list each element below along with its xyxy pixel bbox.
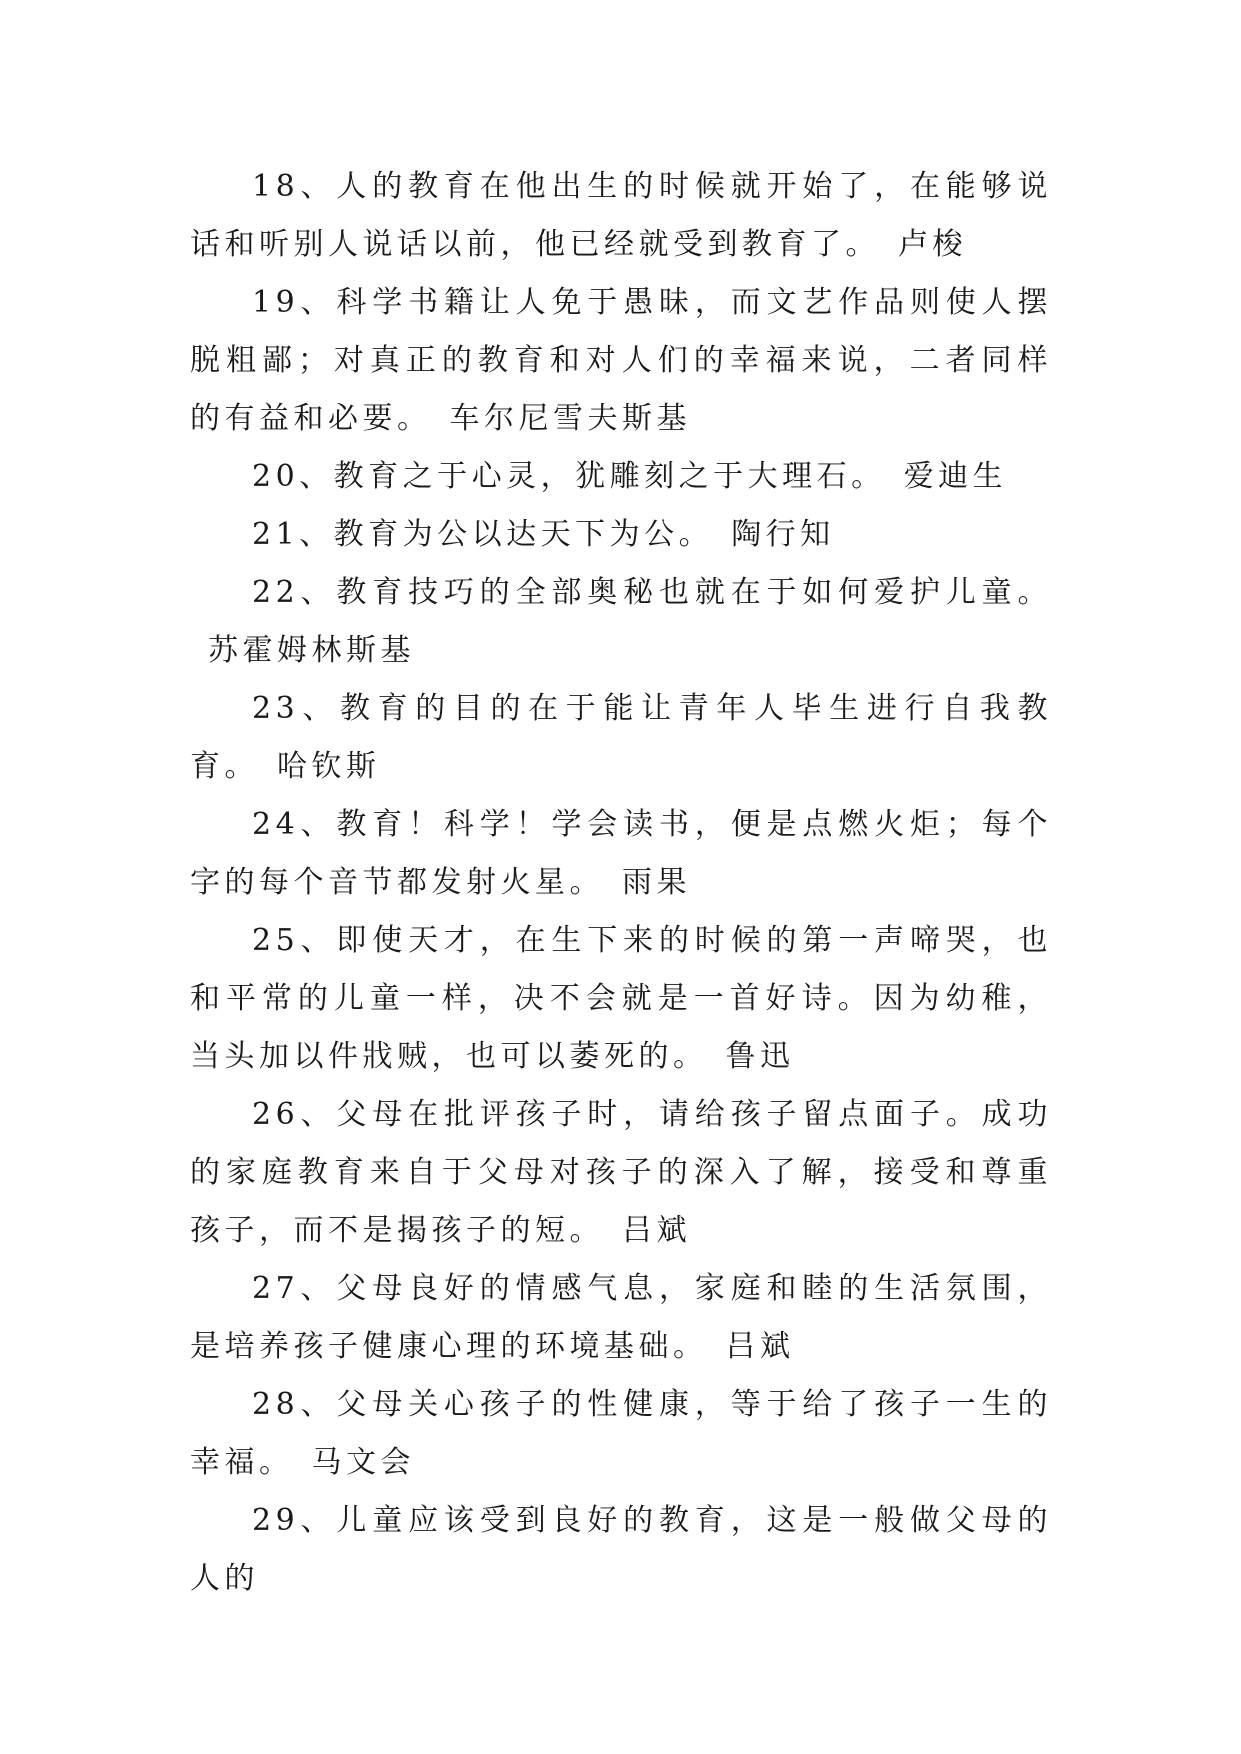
- quote-author: 吕斌: [622, 1213, 691, 1248]
- quote-paragraph-24: [190, 796, 1052, 912]
- quote-text: 18、人的教育在他出生的时候就开始了，在能够说话和听别人说话以前，他已经就受到教育了。: [190, 169, 1052, 262]
- quote-paragraph-22: [190, 564, 1052, 680]
- quote-author: 马文会: [311, 1445, 415, 1480]
- quote-author: 爱迪生: [903, 459, 1008, 494]
- quote-author: 雨果: [622, 865, 691, 900]
- quote-author: 苏霍姆林斯基: [208, 633, 415, 668]
- document-body: [190, 158, 1052, 1608]
- quote-author: 吕斌: [725, 1329, 795, 1364]
- quote-paragraph-28: [190, 1376, 1052, 1492]
- quote-paragraph-21: [190, 506, 1052, 564]
- quote-paragraph-20: [190, 448, 1052, 506]
- quote-text: 27、父母良好的情感气息，家庭和睦的生活氛围，是培养孩子健康心理的环境基础。: [190, 1271, 1052, 1364]
- quote-paragraph-27: [190, 1260, 1052, 1376]
- quote-text: 29、儿童应该受到良好的教育，这是一般做父母的人的: [190, 1503, 1052, 1596]
- quote-text: 26、父母在批评孩子时，请给孩子留点面子。成功的家庭教育来自于父母对孩子的深入了解，接受和尊重孩子，而不是揭孩子的短。: [190, 1097, 1052, 1248]
- quote-paragraph-25: [190, 912, 1052, 1086]
- quote-paragraph-19: [190, 274, 1052, 448]
- quote-text: 28、父母关心孩子的性健康，等于给了孩子一生的幸福。: [190, 1387, 1052, 1480]
- quote-paragraph-26: [190, 1086, 1052, 1260]
- quote-text: 23、教育的目的在于能让青年人毕生进行自我教育。: [190, 691, 1052, 784]
- quote-text: 22、教育技巧的全部奥秘也就在于如何爱护儿童。: [252, 575, 1052, 610]
- quote-text: 24、教育！科学！学会读书，便是点燃火炬；每个字的每个音节都发射火星。: [190, 807, 1052, 900]
- quote-text: 21、教育为公以达天下为公。: [252, 517, 714, 552]
- quote-author: 车尔尼雪夫斯基: [449, 401, 691, 436]
- quote-author: 鲁迅: [725, 1039, 795, 1074]
- quote-text: 20、教育之于心灵，犹雕刻之于大理石。: [252, 459, 886, 494]
- quote-paragraph-18: [190, 158, 1052, 274]
- quote-author: 陶行知: [731, 517, 835, 552]
- quote-text: 25、即使天才，在生下来的时候的第一声啼哭，也和平常的儿童一样，决不会就是一首好诗。因为幼稚，当头加以件戕贼，也可以萎死的。: [190, 923, 1052, 1074]
- quote-author: 卢梭: [898, 227, 967, 262]
- quote-author: 哈钦斯: [277, 749, 381, 784]
- quote-text: 19、科学书籍让人免于愚昧，而文艺作品则使人摆脱粗鄙；对真正的教育和对人们的幸福来说，二者同样的有益和必要。: [190, 285, 1052, 436]
- quote-paragraph-29: [190, 1492, 1052, 1608]
- quote-paragraph-23: [190, 680, 1052, 796]
